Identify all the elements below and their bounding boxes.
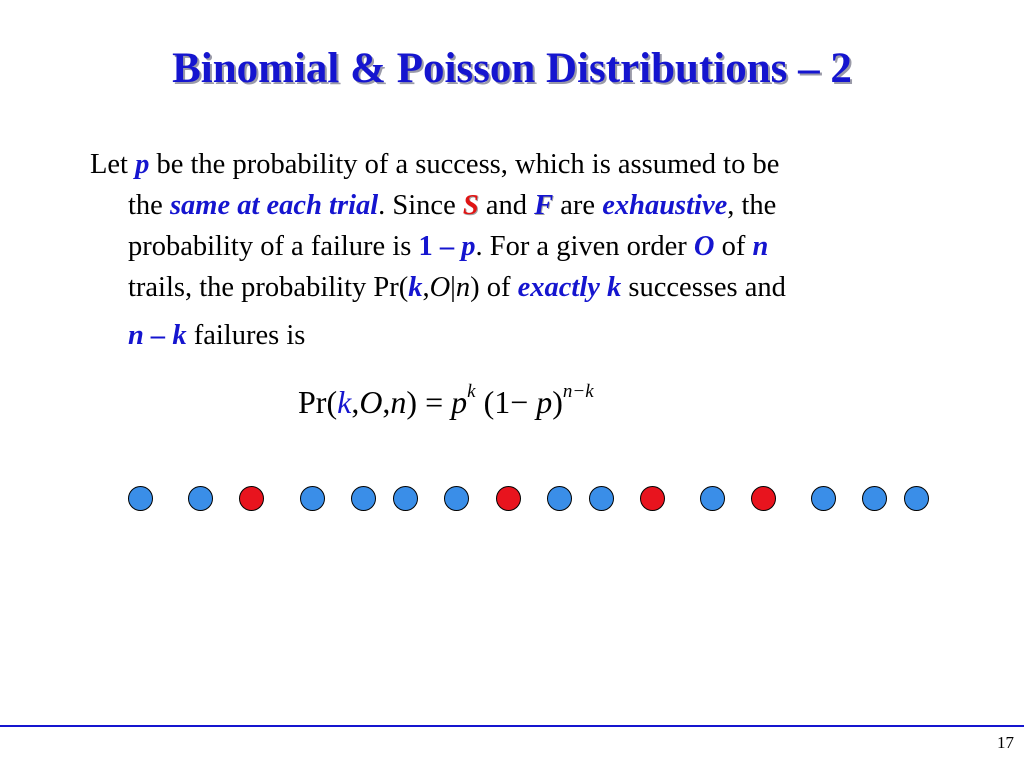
formula-paren: ) <box>552 384 563 420</box>
formula-one-minus: (1− <box>475 384 537 420</box>
expr-one-minus: 1 – <box>418 231 462 262</box>
text: the <box>128 190 170 221</box>
var-O: O <box>429 272 451 303</box>
formula-O: O <box>359 384 383 420</box>
text: , the <box>727 190 777 221</box>
slide-title: Binomial & Poisson Distributions – 2 <box>172 45 852 92</box>
failure-trial-dot <box>751 486 776 511</box>
emphasis-same-at-each-trial: same at each trial <box>169 190 379 221</box>
formula-p: p <box>451 384 468 420</box>
formula-p: p <box>536 384 553 420</box>
text: and <box>478 190 535 221</box>
formula-exponent-n-minus-k: n−k <box>562 381 594 403</box>
success-trial-dot <box>589 486 614 511</box>
var-O: O <box>693 231 715 262</box>
success-trial-dot <box>862 486 887 511</box>
text: successes and <box>621 272 786 303</box>
symbol-success: S <box>462 190 479 221</box>
success-trial-dot <box>444 486 469 511</box>
success-trial-dot <box>547 486 572 511</box>
formula-pr: Pr( <box>298 384 338 420</box>
text: trails, the probability Pr( <box>128 272 409 303</box>
formula-comma: , <box>382 384 391 420</box>
success-trial-dot <box>188 486 213 511</box>
text: . For a given order <box>475 231 694 262</box>
formula-comma: , <box>351 384 360 420</box>
success-trial-dot <box>904 486 929 511</box>
formula-k: k <box>337 384 352 420</box>
text: | <box>450 272 456 303</box>
page-number: 17 <box>997 733 1014 752</box>
failure-trial-dot <box>239 486 264 511</box>
formula-exponent-k: k <box>467 381 476 403</box>
var-n: n <box>752 231 769 262</box>
formula-n: n <box>390 384 407 420</box>
text: be the probability of a success, which is assumed to be <box>149 149 780 180</box>
symbol-failure: F <box>534 190 554 221</box>
text: ) of <box>470 272 518 303</box>
emphasis-exhaustive: exhaustive <box>602 190 728 221</box>
success-trial-dot <box>700 486 725 511</box>
failure-trial-dot <box>496 486 521 511</box>
var-n: n <box>455 272 471 303</box>
text: failures is <box>186 320 306 351</box>
var-p: p <box>461 231 476 262</box>
text: Let <box>90 149 136 180</box>
success-trial-dot <box>128 486 153 511</box>
formula-equals: ) = <box>406 384 452 420</box>
emphasis-exactly-k: exactly k <box>517 272 622 303</box>
text: of <box>714 231 753 262</box>
text: . Since <box>378 190 463 221</box>
var-k: k <box>408 272 423 303</box>
success-trial-dot <box>351 486 376 511</box>
text: probability of a failure is <box>128 231 419 262</box>
footer-divider <box>0 725 1024 727</box>
failure-trial-dot <box>640 486 665 511</box>
text: , <box>422 272 430 303</box>
success-trial-dot <box>300 486 325 511</box>
expr-n-minus-k: n – k <box>128 320 187 351</box>
success-trial-dot <box>393 486 418 511</box>
success-trial-dot <box>811 486 836 511</box>
var-p: p <box>135 149 150 180</box>
text: are <box>553 190 603 221</box>
